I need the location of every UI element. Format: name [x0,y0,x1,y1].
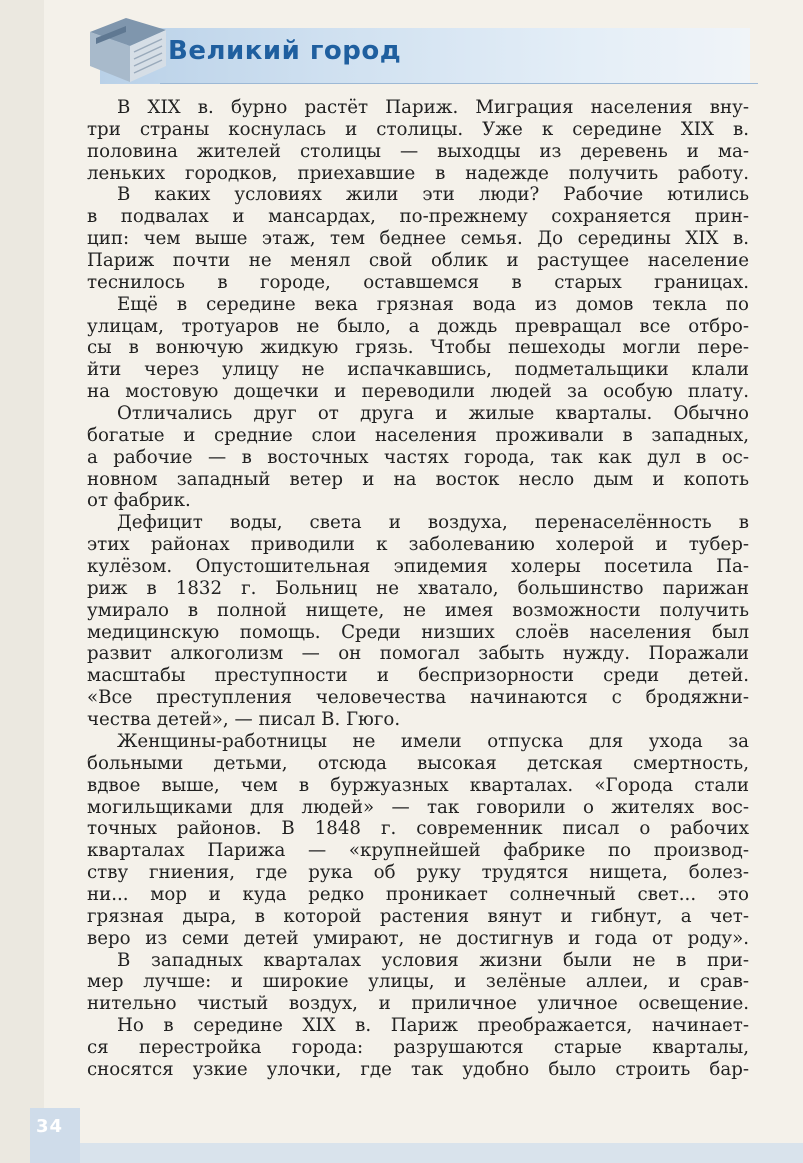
text-line: грязная дыра, в которой растения вянут и гибнут, а чет- [87,905,749,927]
text-line: теснилось в городе, оставшемся в старых границах. [87,271,749,293]
section-title: Великий город [168,36,402,66]
text-line: В XIX в. бурно растёт Париж. Миграция населения вну- [117,97,749,118]
text-line: вдвое выше, чем в буржуазных кварталах. «Города стали [87,774,749,796]
text-line: «Все преступления человечества начинаются с бродяжни- [87,687,749,709]
text-line: риж в 1832 г. Больниц не хватало, большинство парижан [87,577,749,599]
text-line: Дефицит воды, света и воздуха, перенаселённость в [117,512,749,534]
text-line: нительно чистый воздух, и приличное уличное освещение. [87,993,749,1015]
text-line: кулёзом. Опустошительная эпидемия холеры посетила Па- [87,556,749,578]
text-line: а рабочие — в восточных частях города, так как дул в ос- [87,446,749,468]
text-line: Женщины-работницы не имели отпуска для ухода за [117,730,749,752]
text-line: в подвалах и мансардах, по-прежнему сохраняется прин- [87,206,749,228]
text-line: масштабы преступности и беспризорности среди детей. [87,665,749,687]
text-line: медицинскую помощь. Среди низших слоёв населения был [87,621,749,643]
text-line: В каких условиях жили эти люди? Рабочие ютились [117,184,749,206]
text-line: ству гниения, где рука об руку трудятся нищета, болез- [87,862,749,884]
text-line: половина жителей столицы — выходцы из деревень и ма- [87,140,749,162]
book-icon [82,12,172,86]
text-line: умирало в полной нищете, не имея возможности получить [87,599,749,621]
text-line: богатые и средние слои населения проживали в западных, [87,424,749,446]
text-line: улицам, тротуаров не было, а дождь превращал все отбро- [87,315,749,337]
text-line: Отличались друг от друга и жилые кварталы. Обычно [117,403,749,425]
text-line: йти через улицу не испачкавшись, подметальщики клали [87,359,749,381]
text-line: мер лучше: и широкие улицы, и зелёные аллеи, и срав- [87,971,749,993]
text-line: развит алкоголизм — он помогал забыть нужду. Поражали [87,643,749,665]
text-line: этих районах приводили к заболеванию холерой и тубер- [87,534,749,556]
text-line: точных районов. В 1848 г. современник писал о рабочих [87,818,749,840]
text-line: леньких городков, приехавшие в надежде получить работу. [87,162,749,184]
text-line: новном западный ветер и на восток несло дым и копоть [87,468,749,490]
text-line: Париж почти не менял свой облик и растущее население [87,250,749,272]
header-underline [160,83,758,84]
text-line: кварталах Парижа — «крупнейшей фабрике по производ- [87,840,749,862]
text-line: сносятся узкие улочки, где так удобно было строить бар- [87,1058,749,1080]
text-line: цип: чем выше этаж, тем беднее семья. До середины XIX в. [87,228,749,250]
text-line: В западных кварталах условия жизни были не в при- [117,949,749,971]
left-margin-strip [0,0,44,1163]
text-line: на мостовую дощечки и переводили людей за особую плату. [87,381,749,403]
text-line: могильщиками для людей» — так говорили о жителях вос- [87,796,749,818]
text-line: три страны коснулась и столицы. Уже к середине XIX в. [87,118,749,140]
page-number: 34 [36,1116,64,1137]
text-line: от фабрик. [87,490,191,512]
body-text [87,97,749,1081]
text-line: ся перестройка города: разрушаются старые кварталы, [87,1036,749,1058]
bottom-band [80,1143,803,1163]
text-line: ни... мор и куда редко проникает солнечный свет... это [87,883,749,905]
text-line: Ещё в середине века грязная вода из домов текла по [117,293,749,315]
text-line: Но в середине XIX в. Париж преображается, начинает- [117,1015,749,1037]
text-line: больными детьми, отсюда высокая детская смертность, [87,752,749,774]
text-line: чества детей», — писал В. Гюго. [87,709,401,731]
text-line: сы в вонючую жидкую грязь. Чтобы пешеходы могли пере- [87,337,749,359]
text-line: веро из семи детей умирают, не достигнув и года от роду». [87,927,749,949]
